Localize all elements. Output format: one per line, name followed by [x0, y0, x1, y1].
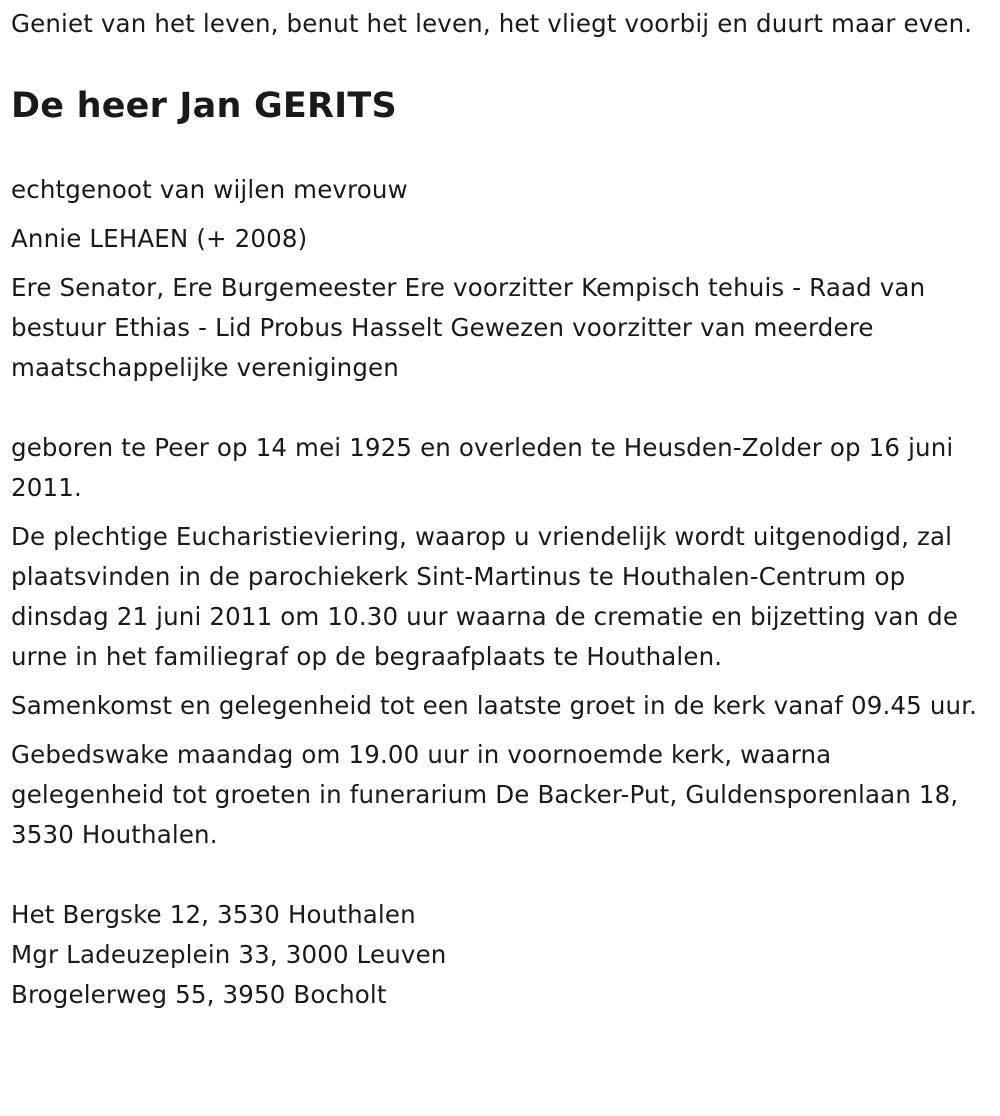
gathering-info: Samenkomst en gelegenheid tot een laatste groet in de kerk vanaf 09.45 uur. [11, 691, 978, 720]
honorary-titles: Ere Senator, Ere Burgemeester Ere voorzitter Kempisch tehuis - Raad van bestuur Ethias - Lid Probus Hasselt Gewezen voorzitter van meerdere maatschappelijke verenigingen [11, 273, 926, 382]
opening-quote: Geniet van het leven, benut het leven, het vliegt voorbij en duurt maar even. [11, 9, 973, 38]
birth-death-info: geboren te Peer op 14 mei 1925 en overleden te Heusden-Zolder op 16 juni 2011. [11, 433, 954, 502]
vigil-info: Gebedswake maandag om 19.00 uur in voornoemde kerk, waarna gelegenheid tot groeten in funerarium De Backer-Put, Guldensporenlaan 18, 3530 Houthalen. [11, 740, 959, 849]
address-line: Mgr Ladeuzeplein 33, 3000 Leuven [11, 940, 447, 969]
address-line: Het Bergske 12, 3530 Houthalen [11, 900, 416, 929]
ceremony-info: De plechtige Eucharistieviering, waarop u vriendelijk wordt uitgenodigd, zal plaatsvinden in de parochiekerk Sint-Martinus te Houthalen-Centrum op dinsdag 21 juni 2011 om 10.30 uur waarna de crematie en bijzetting van de urne in het familiegraf op de begraafplaats te Houthalen. [11, 522, 959, 671]
spouse-name: Annie LEHAEN (+ 2008) [11, 224, 308, 253]
spouse-line: echtgenoot van wijlen mevrouw [11, 175, 408, 204]
deceased-name: De heer Jan GERITS [11, 86, 397, 126]
address-line: Brogelerweg 55, 3950 Bocholt [11, 980, 387, 1009]
address-list [11, 895, 990, 1015]
